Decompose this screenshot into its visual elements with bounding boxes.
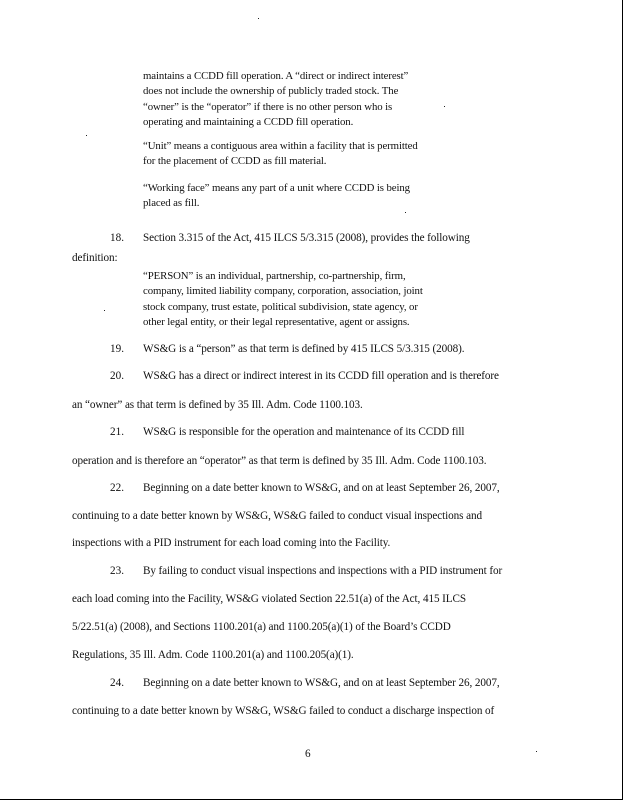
working-face-definition-block: [143, 181, 410, 212]
definition-line: maintains a CCDD fill operation. A “direct or indirect interest”: [143, 70, 409, 82]
paragraph-number: 18.: [110, 232, 124, 244]
paragraph-text: an “owner” as that term is defined by 35 Ill. Adm. Code 1100.103.: [72, 399, 363, 411]
paragraph-text: operation and is therefore an “operator” as that term is defined by 35 Ill. Adm. Code 1100.103.: [72, 455, 487, 467]
paragraph-number: 19.: [110, 343, 124, 355]
definition-line: stock company, trust estate, political subdivision, state agency, or: [143, 300, 418, 313]
paragraph-text: Regulations, 35 Ill. Adm. Code 1100.201(a) and 1100.205(a)(1).: [72, 649, 354, 661]
paragraph-text: 5/22.51(a) (2008), and Sections 1100.201(a) and 1100.205(a)(1) of the Board’s CCDD: [72, 621, 451, 633]
definition-line: placed as fill.: [143, 197, 200, 210]
paragraph-text: WS&G has a direct or indirect interest in its CCDD fill operation and is therefore: [143, 370, 499, 382]
scan-speck: [258, 18, 259, 19]
scan-speck: [405, 212, 406, 213]
definition-line: “Unit” means a contiguous area within a facility that is permitted: [143, 140, 418, 152]
scan-speck: [536, 751, 537, 752]
paragraph-number: 23.: [110, 565, 124, 577]
definition-line: other legal entity, or their legal representative, agent or assigns.: [143, 316, 410, 329]
paragraph-text: definition:: [72, 252, 118, 264]
paragraph-text: WS&G is responsible for the operation and maintenance of its CCDD fill: [143, 426, 465, 438]
paragraph-number: 20.: [110, 370, 124, 382]
definition-continued-block: [143, 69, 408, 131]
paragraph-text: By failing to conduct visual inspections and inspections with a PID instrument for: [143, 565, 503, 577]
definition-line: “PERSON” is an individual, partnership, co-partnership, firm,: [143, 270, 406, 282]
definition-line: does not include the ownership of publicly traded stock. The: [143, 85, 399, 98]
paragraph-text: Beginning on a date better known to WS&G, and on at least September 26, 2007,: [143, 482, 500, 494]
page-number: 6: [305, 748, 311, 760]
scan-speck: [86, 135, 87, 136]
paragraph-text: Section 3.315 of the Act, 415 ILCS 5/3.315 (2008), provides the following: [143, 232, 470, 244]
paragraph-text: each load coming into the Facility, WS&G violated Section 22.51(a) of the Act, 415 ILCS: [72, 593, 466, 605]
paragraph-text: WS&G is a “person” as that term is defined by 415 ILCS 5/3.315 (2008).: [143, 343, 465, 355]
paragraph-number: 24.: [110, 677, 124, 689]
paragraph-text: continuing to a date better known by WS&G, WS&G failed to conduct a discharge inspection of: [72, 705, 495, 717]
paragraph-number: 22.: [110, 482, 124, 494]
paragraph-text: Beginning on a date better known to WS&G, and on at least September 26, 2007,: [143, 677, 500, 689]
definition-line: “Working face” means any part of a unit where CCDD is being: [143, 182, 410, 194]
paragraph-text: inspections with a PID instrument for each load coming into the Facility.: [72, 537, 391, 549]
definition-line: “owner” is the “operator” if there is no other person who is: [143, 100, 393, 113]
definition-line: for the placement of CCDD as fill material.: [143, 155, 327, 168]
paragraph-number: 21.: [110, 426, 124, 438]
definition-line: company, limited liability company, corporation, association, joint: [143, 285, 423, 298]
paragraph-text: continuing to a date better known by WS&G, WS&G failed to conduct visual inspections and: [72, 510, 482, 522]
definition-line: operating and maintaining a CCDD fill operation.: [143, 116, 354, 129]
person-definition-block: [143, 269, 423, 331]
unit-definition-block: [143, 139, 418, 170]
scan-speck: [104, 310, 105, 311]
scan-speck: [444, 106, 445, 107]
